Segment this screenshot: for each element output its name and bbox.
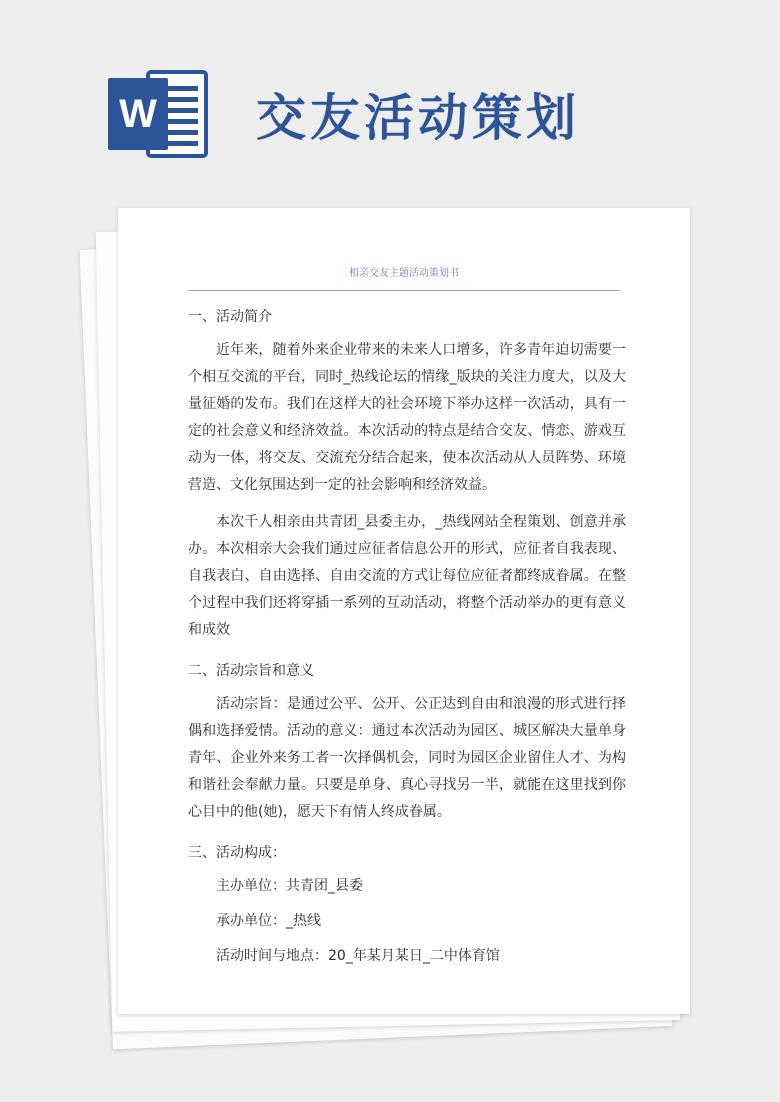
page-title: 交友活动策划 bbox=[256, 88, 580, 147]
header-divider bbox=[188, 290, 620, 291]
co-organizer-line: 承办单位：_热线 bbox=[216, 913, 321, 929]
word-document-icon bbox=[108, 68, 208, 160]
word-icon-letter: W bbox=[119, 92, 157, 136]
section-heading: 三、活动构成： bbox=[188, 845, 286, 861]
paragraph: 活动宗旨：是通过公平、公开、公正达到自由和浪漫的形式进行择偶和选择爱情。活动的意义：通过本次活动为园区、城区解决大量单身青年、企业外来务工者一次择偶机会，同时为园区企业留住人才、为构和谐社会奉献力量。只要是单身、真心寻找另一半，就能在这里找到你心目中的他(她)，愿天下有情人终成眷属。 bbox=[188, 696, 626, 820]
document-page bbox=[118, 208, 690, 1014]
page-header bbox=[0, 0, 780, 190]
paragraph: 近年来，随着外来企业带来的未来人口增多，许多青年迫切需要一个相互交流的平台，同时_热线论坛的情缘_版块的关注力度大，以及大量征婚的发布。我们在这样大的社会环境下举办这样一次活动，具有一定的社会意义和经济效益。本次活动的特点是结合交友、情恋、游戏互动为一体，将交友、交流充分结合起来，使本次活动从人员阵势、环境营造、文化氛围达到一定的社会影响和经济效益。 bbox=[188, 342, 626, 493]
section-heading: 一、活动简介 bbox=[188, 309, 272, 325]
paragraph: 本次千人相亲由共青团_县委主办，_热线网站全程策划、创意并承办。本次相亲大会我们通过应征者信息公开的形式，应征者自我表现、自我表白、自由选择、自由交流的方式让每位应征者都终成眷属。在整个过程中我们还将穿插一系列的互动活动，将整个活动举办的更有意义和成效 bbox=[188, 514, 626, 638]
running-head: 相亲交友主题活动策划书 bbox=[349, 268, 459, 279]
document-body bbox=[188, 300, 626, 978]
section-heading: 二、活动宗旨和意义 bbox=[188, 663, 314, 679]
organizer-line: 主办单位：共青团_县委 bbox=[216, 878, 363, 894]
time-location-line: 活动时间与地点：20_年某月某日_二中体育馆 bbox=[216, 948, 500, 964]
